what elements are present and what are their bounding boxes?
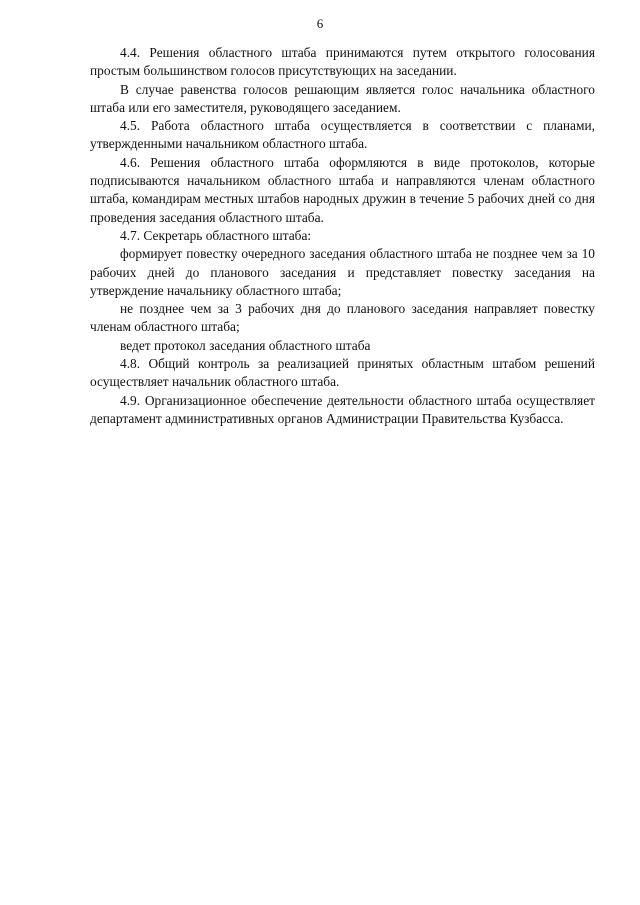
page-number: 6: [316, 16, 324, 31]
paragraph-send-agenda: не позднее чем за 3 рабочих дня до планового заседания направляет повестку членам областного штаба;: [90, 301, 595, 335]
paragraph-4-6: 4.6. Решения областного штаба оформляются в виде протоколов, которые подписываются начальником областного штаба и направляются членам областного штаба, командирам местных штабов народных дружин в течение 5 рабочих дней со дня проведения заседания областного штаба.: [90, 154, 595, 225]
paragraph-4-9: 4.9. Организационное обеспечение деятельности областного штаба осуществляет департамент административных органов Администрации Правительства Кузбасса.: [90, 392, 595, 426]
paragraph-4-4: 4.4. Решения областного штаба принимаются путем открытого голосования простым большинством голосов присутствующих на заседании.: [90, 45, 595, 79]
paragraph-minutes: ведет протокол заседания областного штаба: [120, 337, 371, 353]
paragraph-4-8: 4.8. Общий контроль за реализацией принятых областным штабом решений осуществляет начальник областного штаба.: [90, 356, 595, 390]
paragraph-4-5: 4.5. Работа областного штаба осуществляется в соответствии с планами, утвержденными начальником областного штаба.: [90, 118, 595, 152]
paragraph-agenda: формирует повестку очередного заседания областного штаба не позднее чем за 10 рабочих дней до планового заседания и представляет повестку заседания на утверждение начальнику областного штаба;: [90, 246, 595, 298]
document-body: [90, 44, 595, 428]
paragraph-tie-vote: В случае равенства голосов решающим является голос начальника областного штаба или его заместителя, руководящего заседанием.: [90, 81, 595, 115]
paragraph-4-7: 4.7. Секретарь областного штаба:: [120, 227, 312, 243]
